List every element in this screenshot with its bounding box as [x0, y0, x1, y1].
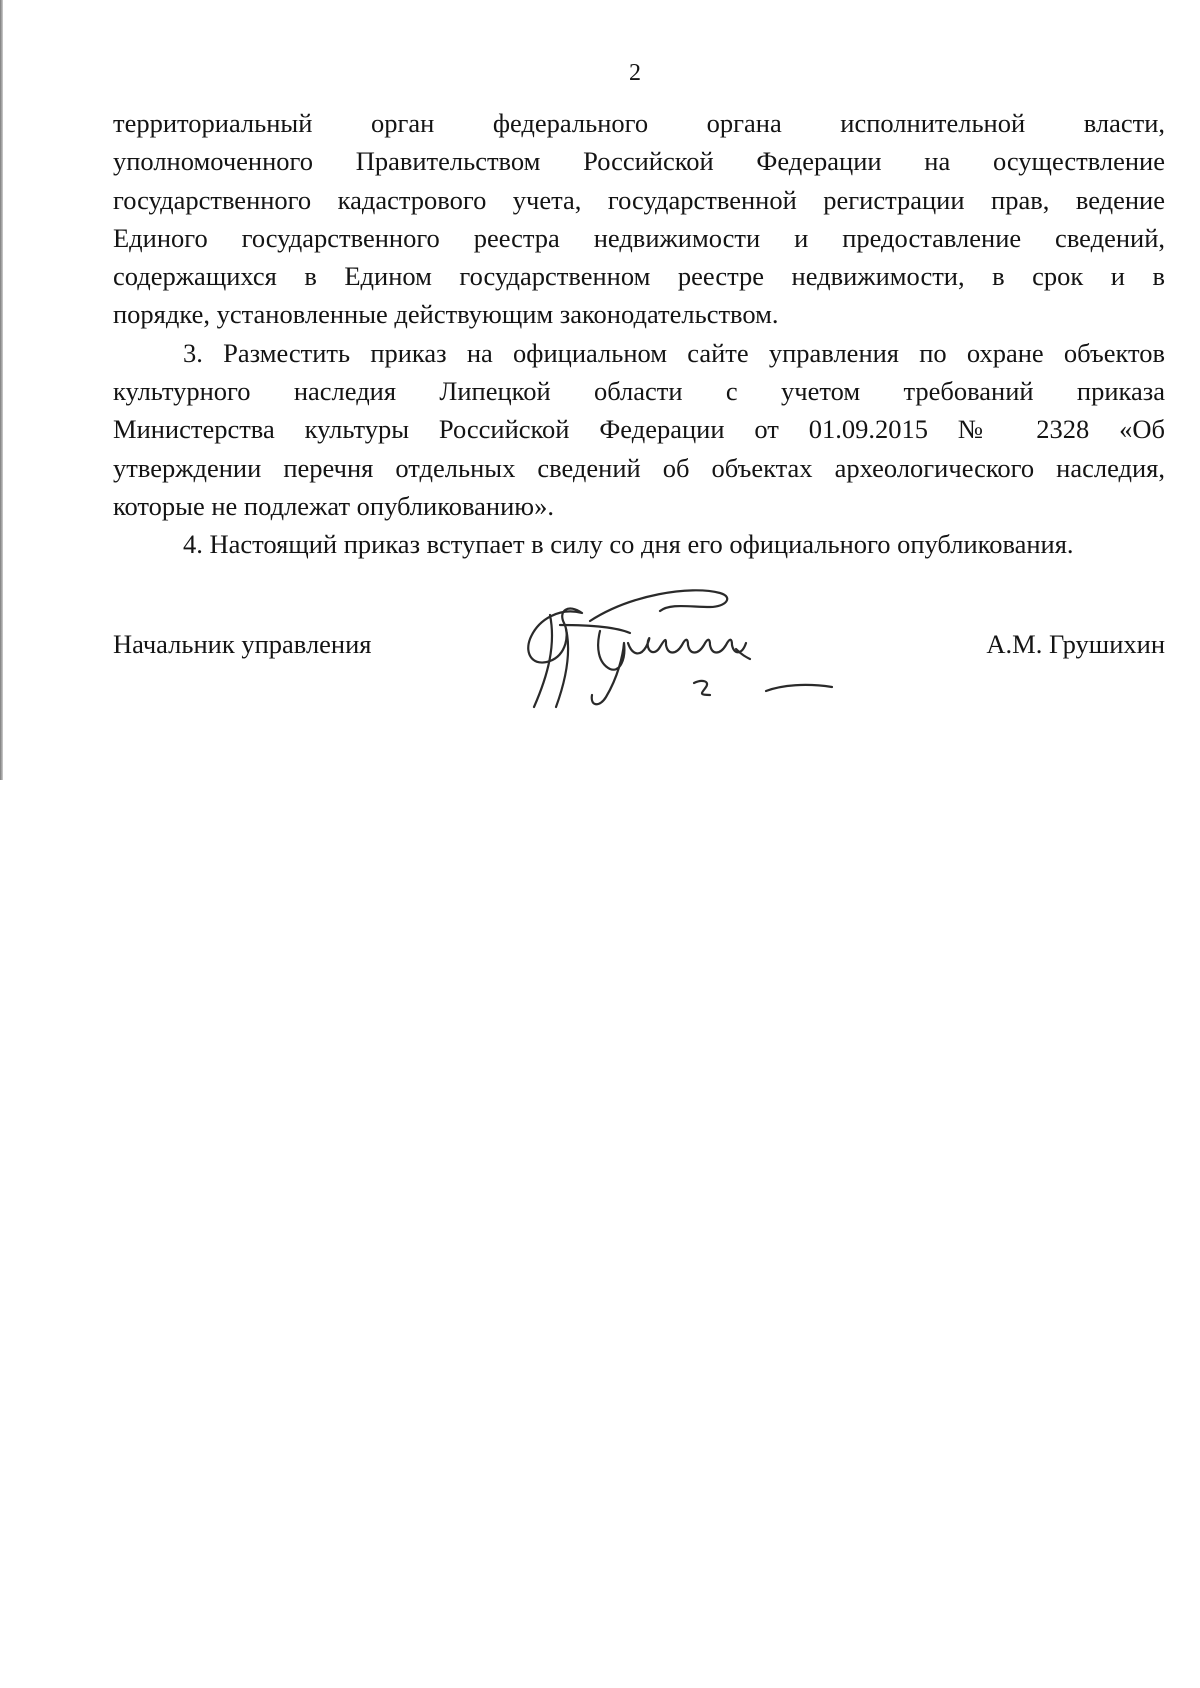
text-line: 3. Разместить приказ на официальном сайте управления по охране объектов — [183, 337, 1165, 368]
document-body — [113, 104, 1165, 564]
text-line: уполномоченного Правительством Российской Федерации на осуществление — [113, 146, 1165, 177]
text-line: Министерства культуры Российской Федерации от 01.09.2015 № 2328 «Об — [113, 414, 1165, 445]
text-line: порядке, установленные действующим законодательством. — [113, 299, 779, 330]
scan-edge — [0, 0, 3, 780]
page-number: 2 — [629, 60, 641, 86]
text-line: культурного наследия Липецкой области с учетом требований приказа — [113, 376, 1165, 407]
text-line: государственного кадастрового учета, государственной регистрации прав, ведение — [113, 184, 1165, 215]
paragraph-3 — [113, 334, 1165, 525]
signatory-title: Начальник управления — [113, 629, 372, 659]
text-line: 4. Настоящий приказ вступает в силу со дня его официального опубликования. — [183, 529, 1074, 560]
text-line: утверждении перечня отдельных сведений об объектах археологического наследия, — [113, 452, 1165, 483]
text-line: Единого государственного реестра недвижимости и предоставление сведений, — [113, 222, 1165, 253]
text-line: содержащихся в Едином государственном реестре недвижимости, в срок и в — [113, 261, 1165, 292]
handwritten-signature — [520, 585, 860, 715]
text-line: территориальный орган федерального органа исполнительной власти, — [113, 108, 1165, 138]
paragraph-continuation — [113, 104, 1165, 334]
paragraph-4 — [113, 525, 1165, 563]
text-line: которые не подлежат опубликованию». — [113, 490, 554, 521]
signatory-name: А.М. Грушихин — [986, 629, 1165, 659]
